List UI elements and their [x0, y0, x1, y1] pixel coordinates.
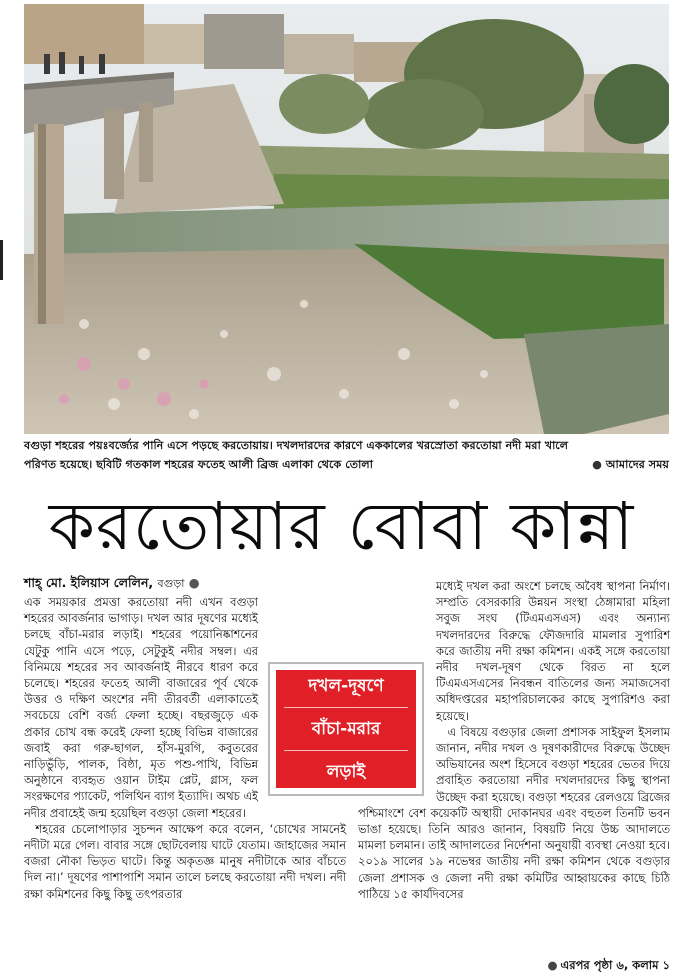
- paragraph: শহরের চেলোপাড়ার সুচন্দন আক্ষেপ করে বলেন, ‘চোখের সামনেই নদীটা মরে গেল। বাবার সঙ্গে ছোটবেলায় ঘাটে যেতাম। জাহাজের সমান বজরা নৌকা ভিড়ত ঘাটে। কিন্তু অকৃতজ্ঞ মানুষ নদীটাকে আর বাঁচতে দিল না।’ দূষণের পাশাপাশি সমান তালে চলছে করতোয়া নদী দখল। নদী রক্ষা কমিশনের কিছু কিছু তৎপরতার: [24, 821, 346, 901]
- callout-line-3: লড়াই: [326, 762, 366, 783]
- headline: করতোয়ার বোবা কান্না: [48, 488, 635, 565]
- callout-line-2: বাঁচা-মরার: [311, 718, 381, 739]
- photo-credit: [592, 455, 669, 474]
- paragraph: মধ্যেই দখল করা অংশে চলছে অবৈধ স্থাপনা নির্মাণ। সম্প্রতি বেসরকারি উন্নয়ন সংস্থা ঠেঙ্গামারা মহিলা সবুজ সংঘ (টিএমএসএস) এবং অন্যান্য দখলদারদের বিরুদ্ধে ফৌজদারি মামলার সুপারিশ করে জাতীয় নদী রক্ষা কমিশন। একই সঙ্গে করতোয়া নদীর দখল-দূষণ থেকে বিরত না হলে টিএমএসএসের নিবন্ধন বাতিলের জন্য সমাজসেবা অধিদপ্তরের মহাপরিচালকের কাছে সুপারিশও করা হয়েছে।: [436, 579, 670, 723]
- callout-line-1: দখল-দূষণে: [308, 675, 384, 696]
- callout-box: [268, 662, 424, 796]
- continuation-text: এরপর পৃষ্ঠা ৬, কলাম ১: [560, 958, 670, 972]
- author-place: বগুড়া: [157, 577, 185, 590]
- photo-caption: [24, 436, 669, 474]
- divider: [284, 750, 407, 751]
- bullet-icon: ●: [592, 458, 602, 471]
- bullet-icon: ●: [547, 958, 558, 972]
- caption-line-1: বগুড়া শহরের পয়ঃবর্জ্যের পানি এসে পড়ছে করতোয়ায়। দখলদারদের কারণে এককালের খরস্রোতা করতোয়া নদী মরা খালে: [24, 439, 569, 452]
- continuation-note: [547, 957, 670, 976]
- author-name: শাহ্ মো. ইলিয়াস লেলিন,: [24, 575, 154, 590]
- caption-line-2: [24, 455, 669, 474]
- paragraph: এক সময়কার প্রমত্তা করতোয়া নদী এখন বগুড়া শহরের আবর্জনার ভাগাড়। দখল আর দূষণের মধ্যেই চলছে বাঁচা-মরার লড়াই। শহরের পয়োনিষ্কাশনের যেটুকু পানি এসে পড়ে, সেটুকুই নদীর সম্বল। এর বিনিময়ে শহরের সব আবর্জনাই নীরবে ধারণ করে চলেছে। শহরের ফতেহ আলী বাজারের পূর্ব থেকে উত্তর ও দক্ষিণ অংশের নদী তীরবর্তী এলাকাতেই সবচেয়ে বেশি বর্জ্য ফেলা হচ্ছে। বছরজুড়ে এক প্রকার চোখ বন্ধ করেই ফেলা হচ্ছে বিভিন্ন বাজারের জবাই করা গরু-ছাগল, হাঁস-মুরগি, কবুতরের নাড়িভুঁড়ি, পালক, বিষ্ঠা, মৃত পশু-পাখি, বিভিন্ন অনুষ্ঠানে ব্যবহৃত ওয়ান টাইম প্লেট, গ্লাস, ফল সংরক্ষণের প্যাকেট, পলিথিন ব্যাগ ইত্যাদি। অথচ এই নদীর প্রবাহেই জন্ম হয়েছিল বগুড়া জেলা শহরের।: [24, 595, 258, 820]
- divider: [284, 707, 407, 708]
- byline: [24, 575, 200, 595]
- river-photo: [24, 4, 669, 434]
- river-photo-icon: [24, 4, 669, 434]
- page-edge-mark: [0, 240, 3, 280]
- photo-credit-text: আমাদের সময়: [605, 458, 669, 471]
- callout-red-panel: [276, 670, 416, 788]
- bullet-icon: ●: [188, 575, 200, 590]
- caption-line-2-text: পরিণত হয়েছে। ছবিটি গতকাল শহরের ফতেহ আলী ব্রিজ এলাকা থেকে তোলা: [24, 458, 373, 471]
- paragraph: এ বিষয়ে বগুড়ার জেলা প্রশাসক সাইফুল ইসলাম জানান, নদীর দখল ও দূষণকারীদের বিরুদ্ধে উচ্ছেদ অভিযানের অংশ হিসেবে বগুড়া শহরের ভেতর দিয়ে প্রবাহিত করতোয়া নদীর দখলদারদের কিছু স্থাপনা উচ্ছেদ করা হয়েছে। বগুড়া শহরের রেলওয়ে ব্রিজের পশ্চিমাংশে বেশ কয়েকটি অস্থায়ী দোকানঘর এবং বহুতল তিনটি ভবন ভাঙা হয়েছে। তিনি আরও জানান, বিষয়টি নিয়ে উচ্চ আদালতে মামলা চলমান। তাই আদালতের নির্দেশনা অনুযায়ী ব্যবস্থা নেওয়া হবে। ২০১৯ সালের ১৯ নভেম্বর জাতীয় নদী রক্ষা কমিশন থেকে বগুড়ার জেলা প্রশাসক ও জেলা নদী রক্ষা কমিটির আহ্বায়কের কাছে চিঠি পাঠিয়ে ১৫ কার্যদিবসের: [358, 724, 670, 901]
